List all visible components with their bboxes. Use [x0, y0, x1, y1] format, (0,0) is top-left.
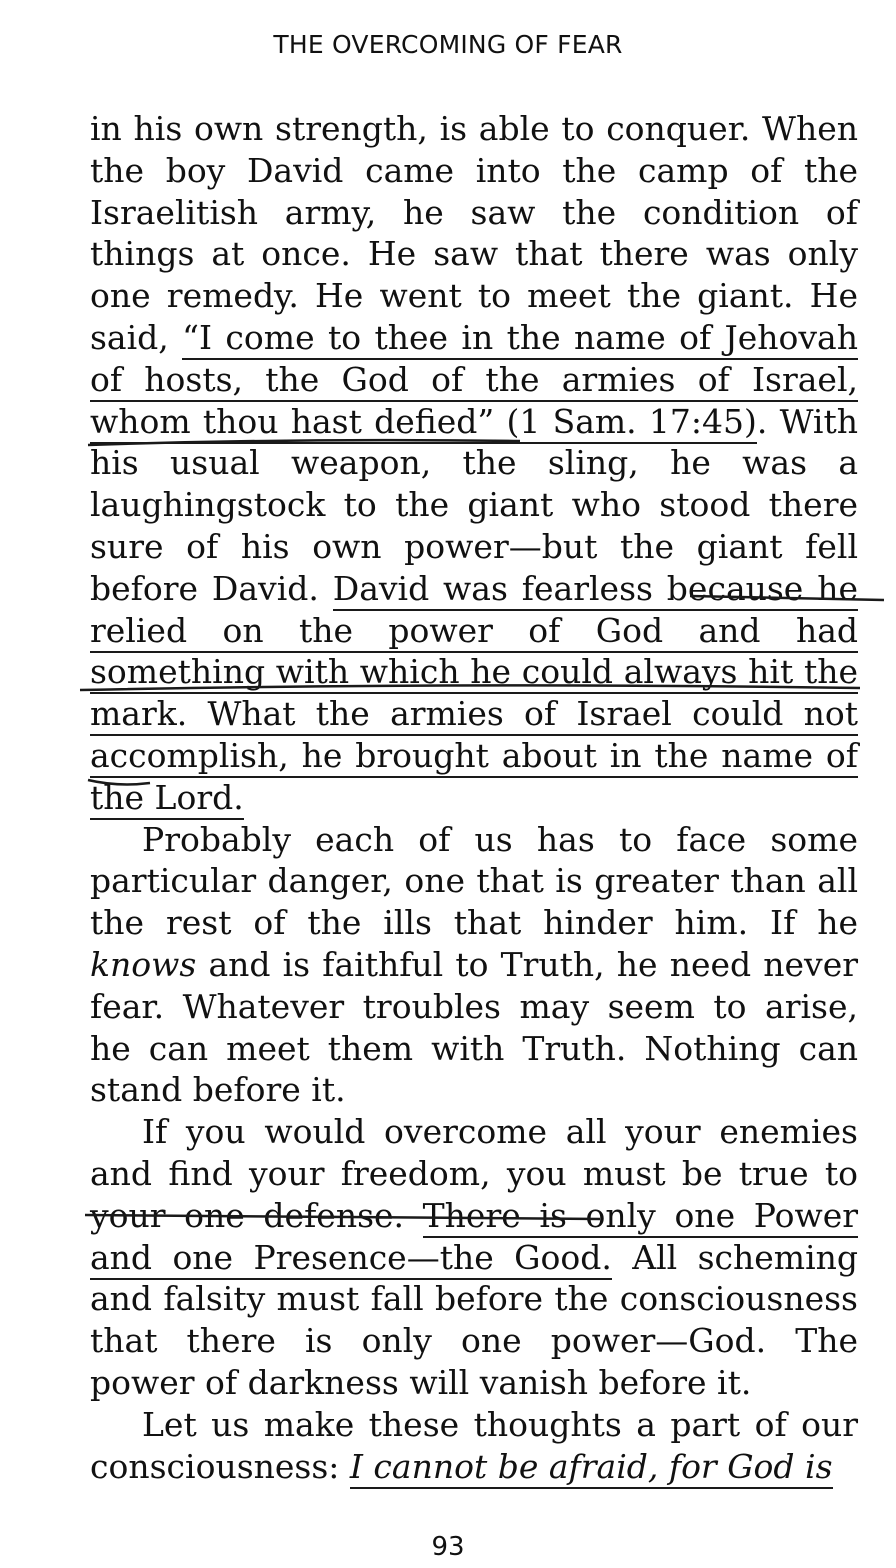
paragraph-david — [90, 108, 858, 819]
underlined-quote: “I come to thee in the name of Jehovah of hosts, the God of the armies of Israel, whom thou hast defied” (1 Sam. 17:45) — [90, 318, 858, 444]
italic-word: knows — [90, 944, 197, 984]
running-header: THE OVERCOMING OF FEAR — [273, 30, 623, 59]
underlined-passage: There is only one Power and one Presence—the Good. — [90, 1196, 858, 1280]
text-run: . With his usual weapon, the sling, he was a laughingstock to the giant who stood there sure of his own power—but the giant fell before David. — [90, 401, 858, 608]
text-run: If you would overcome all your enemies and find your freedom, you must be true to your one defense. — [90, 1112, 858, 1235]
text-run: Let us make these thoughts a part of our consciousness: — [90, 1404, 858, 1486]
text-run: Probably each of us has to face some particular danger, one that is greater than all the rest of the ills that hinder him. If he — [90, 819, 858, 943]
page-body — [90, 108, 858, 1487]
text-run: and is faithful to Truth, he need never fear. Whatever troubles may seem to arise, he can meet them with Truth. Nothing can stand before it. — [90, 944, 858, 1110]
paragraph-danger — [90, 819, 858, 1112]
paragraph-consciousness — [90, 1404, 858, 1488]
paragraph-defense — [90, 1111, 858, 1404]
text-run: in his own strength, is able to conquer. When the boy David came into the camp of the Israelitish army, he saw the condition of things at once. He saw that there was only one remedy. He went to meet the giant. He said, — [90, 109, 858, 357]
italic-affirmation: I cannot be afraid, for God is — [350, 1447, 833, 1489]
text-run: All scheming and falsity must fall before the consciousness that there is only one power—God. The power of darkness will vanish before it. — [90, 1237, 858, 1402]
underlined-passage: David was fearless because he relied on the power of God and had something with which he could always hit the mark. What the armies of Israel could not accomplish, he brought about in the name of the Lord. — [90, 569, 858, 820]
page-number: 93 — [431, 1532, 465, 1562]
